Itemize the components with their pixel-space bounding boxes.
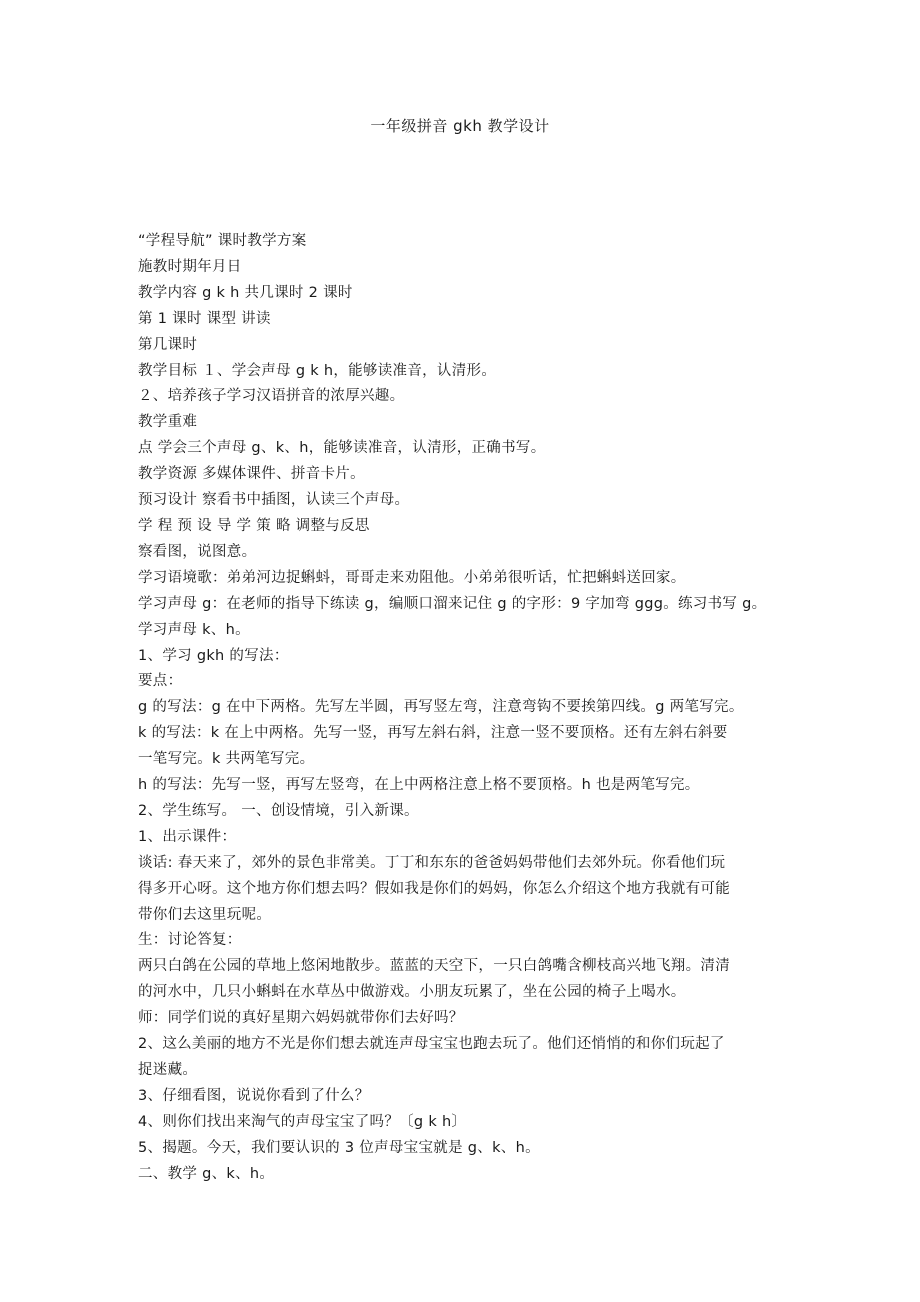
text-line: 谈话: 春天来了，郊外的景色非常美。丁丁和东东的爸爸妈妈带他们去郊外玩。你看他们玩: [138, 854, 726, 871]
text-line: 二、教学 g、k、h。: [138, 1165, 275, 1182]
text-line: 察看图，说图意。: [138, 543, 257, 560]
text-line: 的河水中，几只小蝌蚪在水草丛中做游戏。小朋友玩累了，坐在公园的椅子上喝水。: [138, 984, 686, 1001]
text-line: 生：讨论答复：: [138, 932, 242, 949]
text-line: 一笔写完。k 共两笔写完。: [138, 751, 315, 768]
text-line: 点 学会三个声母 g、k、h，能够读准音，认清形，正确书写。: [138, 440, 546, 457]
text-line: “学程导航” 课时教学方案: [138, 233, 307, 249]
text-line: 5、揭题。今天，我们要认识的 3 位声母宝宝就是 g、k、h。: [138, 1139, 540, 1156]
text-line: 3、仔细看图，说说你看到了什么？: [138, 1087, 370, 1104]
text-line: h 的写法：先写一竖，再写左竖弯，在上中两格注意上格不要顶格。h 也是两笔写完。: [138, 777, 700, 794]
text-line: 要点：: [138, 673, 183, 690]
text-line: 捉迷藏。: [138, 1062, 198, 1078]
text-line: 2、学生练写。 一、创设情境，引入新课。: [138, 802, 419, 819]
text-line: 教学资源 多媒体课件、拼音卡片。: [138, 466, 365, 483]
text-line: 第几课时: [138, 336, 198, 353]
text-line: 学习声母 k、h。: [138, 621, 250, 638]
text-line: 教学重难: [138, 414, 198, 431]
text-line: 第 1 课时 课型 讲读: [138, 310, 271, 327]
text-line: 学习声母 g：在老师的指导下练读 g，编顺口溜来记住 g 的字形：9 字加弯 ggg。练习书写 g。: [138, 595, 767, 612]
text-line: ２、培养孩子学习汉语拼音的浓厚兴趣。: [138, 388, 405, 405]
text-line: 4、则你们找出来淘气的声母宝宝了吗？〔g k h〕: [138, 1113, 467, 1130]
text-line: 2、这么美丽的地方不光是你们想去就连声母宝宝也跑去玩了。他们还悄悄的和你们玩起了: [138, 1036, 725, 1053]
document-body: [138, 229, 806, 1188]
text-line: g 的写法：g 在中下两格。先写左半圆，再写竖左弯，注意弯钩不要挨第四线。g 两笔写完。: [138, 699, 744, 716]
text-line: 施教时期年月日: [138, 258, 242, 275]
text-line: 1、学习 gkh 的写法：: [138, 647, 289, 664]
text-line: 学 程 预 设 导 学 策 略 调整与反思: [138, 517, 370, 534]
text-line: 得多开心呀。这个地方你们想去吗？假如我是你们的妈妈，你怎么介绍这个地方我就有可能: [138, 880, 730, 897]
text-line: 学习语境歌：弟弟河边捉蝌蚪，哥哥走来劝阻他。小弟弟很听话，忙把蝌蚪送回家。: [138, 569, 686, 586]
text-line: 两只白鸽在公园的草地上悠闲地散步。蓝蓝的天空下，一只白鸽嘴含柳枝高兴地飞翔。清清: [138, 958, 730, 975]
document-title: 一年级拼音 gkh 教学设计: [370, 117, 550, 135]
text-line: 教学内容 g k h 共几课时 2 课时: [138, 284, 353, 301]
text-line: 带你们去这里玩呢。: [138, 906, 272, 923]
text-line: 师：同学们说的真好星期六妈妈就带你们去好吗？: [138, 1010, 464, 1027]
text-line: 预习设计 察看书中插图，认读三个声母。: [138, 492, 410, 509]
text-line: 教学目标 １、学会声母 g k h，能够读准音，认清形。: [138, 362, 497, 379]
text-line: 1、出示课件：: [138, 828, 237, 845]
text-line: k 的写法：k 在上中两格。先写一竖，再写左斜右斜，注意一竖不要顶格。还有左斜右斜要: [138, 725, 728, 742]
